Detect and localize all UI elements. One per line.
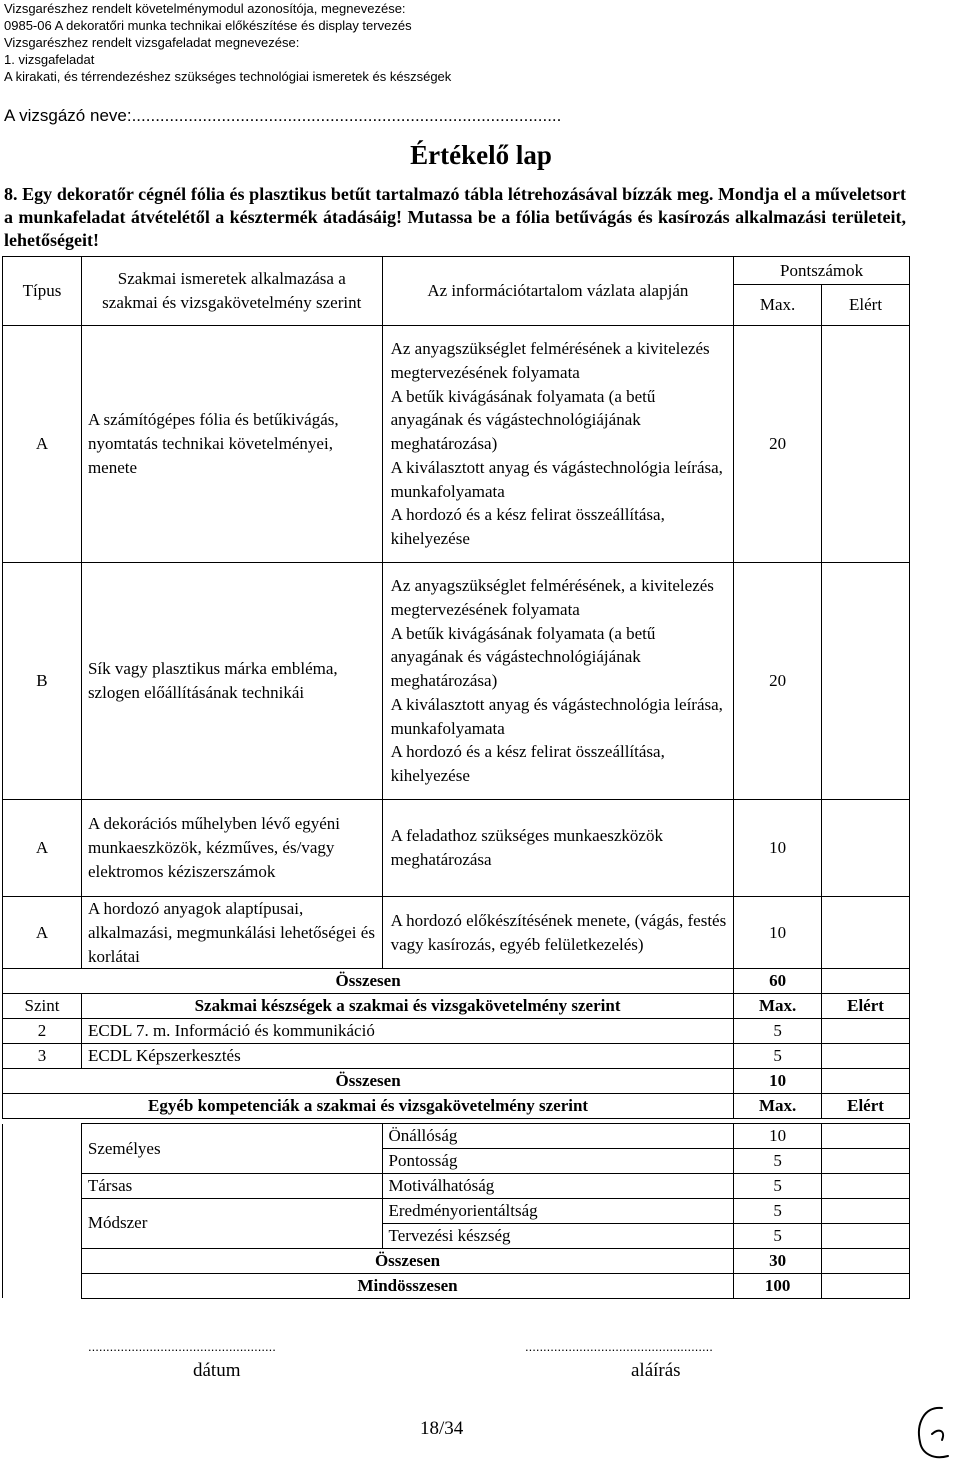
competency-achieved-cell[interactable] (822, 1174, 910, 1199)
total-achieved-cell[interactable] (822, 969, 910, 994)
row-topic: A számítógépes fólia és betűkivágás, nyomtatás technikai követelményei, menete (81, 326, 382, 563)
competency-achieved-cell[interactable] (822, 1223, 910, 1248)
competency-item: Pontosság (382, 1149, 734, 1174)
competency-group: Módszer (81, 1198, 382, 1248)
header-task-label: Vizsgarészhez rendelt vizsgafeladat megnevezése: (4, 35, 300, 50)
skills-header-row (3, 994, 910, 1019)
row-topic: Sík vagy plasztikus márka embléma, szlogen előállításának technikái (81, 563, 382, 800)
total-label: Összesen (3, 1069, 734, 1094)
knowledge-header-row (3, 257, 910, 285)
table-row (3, 1124, 910, 1149)
info-line: A kiválasztott anyag és vágástechnológia leírása, munkafolyamata (390, 457, 723, 501)
competencies-topic-header: Egyéb kompetenciák a szakmai és vizsgakövetelmény szerint (3, 1094, 734, 1119)
competency-max: 10 (734, 1124, 822, 1149)
competency-spacer (3, 1124, 82, 1299)
page-number: 18/34 (420, 1418, 464, 1439)
competency-group: Személyes (81, 1124, 382, 1174)
competency-max: 5 (734, 1174, 822, 1199)
points-header: Pontszámok (734, 257, 910, 285)
header-module-label: Vizsgarészhez rendelt követelménymodul azonosítója, megnevezése: (4, 1, 406, 16)
row-max-points: 20 (734, 563, 822, 800)
row-info (382, 326, 734, 563)
signature-line: .................................................... (525, 1339, 713, 1354)
page-title: Értékelő lap (410, 140, 552, 170)
competency-achieved-cell[interactable] (822, 1198, 910, 1223)
row-max-points: 5 (734, 1044, 822, 1069)
competency-achieved-cell[interactable] (822, 1149, 910, 1174)
table-row (3, 1174, 910, 1199)
info-line: A feladathoz szükséges munkaeszközök meghatározása (390, 826, 663, 869)
row-achieved-cell[interactable] (822, 800, 910, 897)
row-type: A (3, 897, 82, 969)
knowledge-topic-header: Szakmai ismeretek alkalmazása a szakmai és vizsgakövetelmény szerint (81, 257, 382, 326)
row-info (382, 563, 734, 800)
date-label: dátum (193, 1360, 241, 1381)
row-topic: A dekorációs műhelyben lévő egyéni munkaeszközök, kézműves, és/vagy elektromos kéziszerszámok (81, 800, 382, 897)
total-max: 10 (734, 1069, 822, 1094)
info-line: Az anyagszükséglet felmérésének, a kivitelezés megtervezésének folyamata (390, 575, 714, 619)
info-line: Az anyagszükséglet felmérésének a kivitelezés megtervezésének folyamata (390, 338, 710, 382)
date-line: .................................................... (88, 1339, 276, 1354)
signature-label: aláírás (631, 1360, 681, 1381)
row-info (382, 800, 734, 897)
grand-total-max: 100 (734, 1273, 822, 1298)
competencies-total-row (3, 1248, 910, 1273)
row-topic: A hordozó anyagok alaptípusai, alkalmazási, megmunkálási lehetőségei és korlátai (81, 897, 382, 969)
achieved-header: Elért (822, 285, 910, 326)
skills-achieved-header: Elért (822, 994, 910, 1019)
grand-total-row (3, 1273, 910, 1298)
type-header: Típus (3, 257, 82, 326)
knowledge-total-row (3, 969, 910, 994)
competency-achieved-cell[interactable] (822, 1124, 910, 1149)
row-max-points: 10 (734, 897, 822, 969)
row-achieved-cell[interactable] (822, 563, 910, 800)
competency-item: Motiválhatóság (382, 1174, 734, 1199)
competencies-achieved-header: Elért (822, 1094, 910, 1119)
table-row (3, 800, 910, 897)
row-topic: ECDL Képszerkesztés (81, 1044, 733, 1069)
row-max-points: 20 (734, 326, 822, 563)
header-task-name: A kirakati, és térrendezéshez szükséges technológiai ismeretek és készségek (4, 69, 452, 84)
competencies-header-row (3, 1094, 910, 1119)
info-line: A betűk kivágásának folyamata (a betű anyagának és vágástechnológiájának meghatározása) (390, 386, 656, 454)
skills-topic-header: Szakmai készségek a szakmai és vizsgakövetelmény szerint (81, 994, 733, 1019)
info-line: A hordozó és a kész felirat összeállítása, kihelyezése (390, 505, 665, 549)
level-header: Szint (3, 994, 82, 1019)
total-achieved-cell[interactable] (822, 1248, 910, 1273)
info-line: A hordozó előkészítésének menete, (vágás, festés vagy kasírozás, egyéb felületkezelés) (390, 910, 727, 954)
competency-item: Tervezési készség (382, 1223, 734, 1248)
table-row (3, 326, 910, 563)
total-label: Összesen (81, 1248, 733, 1273)
competency-item: Eredményorientáltság (382, 1198, 734, 1223)
row-achieved-cell[interactable] (822, 1019, 910, 1044)
row-achieved-cell[interactable] (822, 326, 910, 563)
evaluation-table (2, 256, 910, 1119)
table-row (3, 563, 910, 800)
total-max: 30 (734, 1248, 822, 1273)
examinee-name-line: A vizsgázó neve:........................................................................................... (4, 106, 562, 125)
header-task-number: 1. vizsgafeladat (4, 52, 95, 67)
table-row (3, 897, 910, 969)
max-header: Max. (734, 285, 822, 326)
total-label: Összesen (3, 969, 734, 994)
row-achieved-cell[interactable] (822, 897, 910, 969)
total-achieved-cell[interactable] (822, 1069, 910, 1094)
competency-max: 5 (734, 1198, 822, 1223)
skills-total-row (3, 1069, 910, 1094)
task-description: 8. Egy dekoratőr cégnél fólia és plasztikus betűt tartalmazó tábla létrehozásával bízzák meg. Mondja el a műveletsort a munkafeladat átvételétől a késztermék átadásáig! Mutassa be a fólia betűvágás és kasírozás alkalmazási területeit, lehetőségeit! (4, 184, 906, 250)
skills-max-header: Max. (734, 994, 822, 1019)
row-level: 3 (3, 1044, 82, 1069)
info-line: A kiválasztott anyag és vágástechnológia leírása, munkafolyamata (390, 694, 723, 738)
competency-max: 5 (734, 1223, 822, 1248)
total-max: 60 (734, 969, 822, 994)
row-achieved-cell[interactable] (822, 1044, 910, 1069)
row-type: B (3, 563, 82, 800)
competency-group: Társas (81, 1174, 382, 1199)
table-row (3, 1019, 910, 1044)
row-topic: ECDL 7. m. Információ és kommunikáció (81, 1019, 733, 1044)
handwritten-mark-icon (912, 1404, 954, 1462)
grand-total-label: Mindösszesen (81, 1273, 733, 1298)
table-row (3, 1044, 910, 1069)
competencies-max-header: Max. (734, 1094, 822, 1119)
row-max-points: 10 (734, 800, 822, 897)
row-level: 2 (3, 1019, 82, 1044)
competency-max: 5 (734, 1149, 822, 1174)
grand-total-achieved-cell[interactable] (822, 1273, 910, 1298)
competencies-table (2, 1123, 910, 1299)
row-max-points: 5 (734, 1019, 822, 1044)
info-header: Az információtartalom vázlata alapján (382, 257, 734, 326)
info-line: A hordozó és a kész felirat összeállítása, kihelyezése (390, 742, 665, 786)
row-type: A (3, 800, 82, 897)
competency-item: Önállóság (382, 1124, 734, 1149)
table-row (3, 1198, 910, 1223)
info-line: A betűk kivágásának folyamata (a betű anyagának és vágástechnológiájának meghatározása) (390, 623, 656, 691)
row-type: A (3, 326, 82, 563)
row-info (382, 897, 734, 969)
header-module-name: 0985-06 A dekoratőri munka technikai előkészítése és display tervezés (4, 18, 412, 33)
